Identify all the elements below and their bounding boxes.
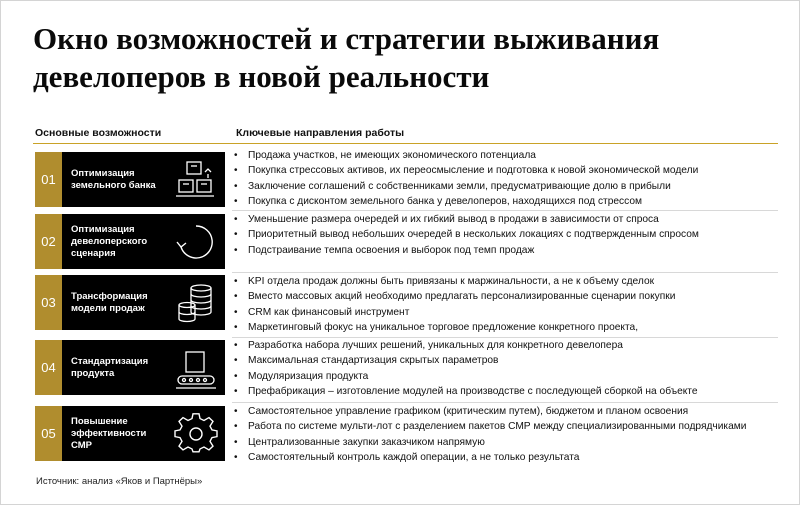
directions-list-4 xyxy=(232,338,792,400)
refresh-cycle-icon xyxy=(174,220,218,264)
list-item: • Самостоятельное управление графиком (критическим путем), бюджетом и планом освоения xyxy=(232,404,792,419)
list-item: • Самостоятельный контроль каждой операции, а не только результата xyxy=(232,450,792,465)
opportunity-row-4 xyxy=(35,340,225,395)
directions-list-5 xyxy=(232,404,792,466)
row-number: 05 xyxy=(35,406,62,461)
gear-icon xyxy=(174,412,218,456)
opportunity-label: Стандартизация продукта xyxy=(71,355,149,379)
source-note: Источник: анализ «Яков и Партнёры» xyxy=(36,476,203,487)
coin-stacks-icon xyxy=(174,281,218,325)
list-item: • Вместо массовых акций необходимо предлагать персонализированные сценарии покупки xyxy=(232,289,792,304)
opportunity-block xyxy=(62,406,225,461)
list-item: • Маркетинговый фокус на уникальное торговое предложение конкретного проекта, xyxy=(232,320,792,335)
list-item: • Подстраивание темпа освоения и выборок под темп продаж xyxy=(232,243,792,258)
list-item: • Заключение соглашений с собственниками земли, предусматривающие долю в прибыли xyxy=(232,179,792,194)
column-header-directions: Ключевые направления работы xyxy=(236,127,405,139)
opportunity-row-5 xyxy=(35,406,225,461)
opportunity-label: Повышение эффективности СМР xyxy=(71,415,147,451)
opportunity-block xyxy=(62,152,225,207)
list-item: • Уменьшение размера очередей и их гибкий вывод в продажи в зависимости от спроса xyxy=(232,212,792,227)
opportunity-row-2 xyxy=(35,214,225,269)
row-number: 03 xyxy=(35,275,62,330)
opportunity-block xyxy=(62,340,225,395)
directions-list-2 xyxy=(232,212,792,258)
row-divider xyxy=(232,210,778,211)
row-number: 01 xyxy=(35,152,62,207)
list-item: • Префабрикация – изготовление модулей на производстве с последующей сборкой на объекте xyxy=(232,384,792,399)
list-item: • Приоритетный вывод небольших очередей в нескольких локациях с подтвержденным спросом xyxy=(232,227,792,242)
opportunity-row-1 xyxy=(35,152,225,207)
opportunity-block xyxy=(62,275,225,330)
list-item: • Работа по системе мульти-лот с разделением пакетов СМР между специализированными подрядчиками xyxy=(232,419,792,434)
directions-list-3 xyxy=(232,274,792,336)
opportunity-row-3 xyxy=(35,275,225,330)
list-item: • Максимальная стандартизация скрытых параметров xyxy=(232,353,792,368)
row-divider xyxy=(232,402,778,403)
list-item: • KPI отдела продаж должны быть привязаны к маржинальности, а не к объему сделок xyxy=(232,274,792,289)
row-number: 02 xyxy=(35,214,62,269)
list-item: • Продажа участков, не имеющих экономического потенциала xyxy=(232,148,792,163)
opportunity-label: Оптимизация земельного банка xyxy=(71,167,156,191)
list-item: • Централизованные закупки заказчиком напрямую xyxy=(232,435,792,450)
list-item: • Покупка стрессовых активов, их переосмысление и подготовка к новой экономической модели xyxy=(232,163,792,178)
row-divider xyxy=(232,272,778,273)
list-item: • CRM как финансовый инструмент xyxy=(232,305,792,320)
opportunity-label: Оптимизация девелоперского сценария xyxy=(71,223,148,259)
conveyor-icon xyxy=(174,346,218,390)
page-title: Окно возможностей и стратегии выживания девелоперов в новой реальности xyxy=(33,21,660,94)
opportunity-label: Трансформация модели продаж xyxy=(71,290,148,314)
column-header-opportunities: Основные возможности xyxy=(35,127,162,139)
list-item: • Разработка набора лучших решений, уникальных для конкретного девелопера xyxy=(232,338,792,353)
opportunity-block xyxy=(62,214,225,269)
list-item: • Покупка с дисконтом земельного банка у девелоперов, находящихся под стрессом xyxy=(232,194,792,209)
directions-list-1 xyxy=(232,148,792,210)
header-divider xyxy=(33,143,778,144)
list-item: • Модуляризация продукта xyxy=(232,369,792,384)
row-number: 04 xyxy=(35,340,62,395)
boxes-icon xyxy=(174,158,218,202)
